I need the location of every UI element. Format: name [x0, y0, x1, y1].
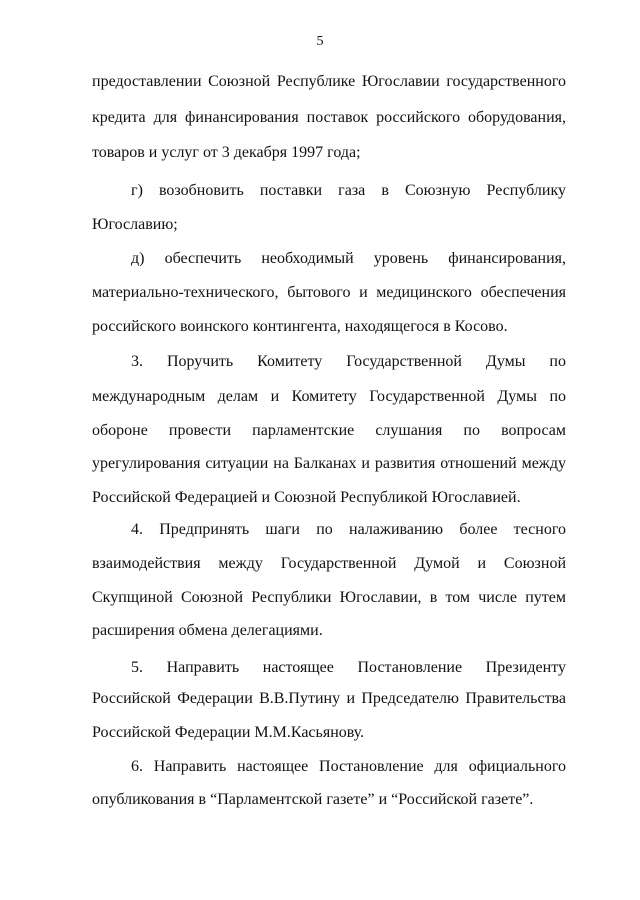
text-line: Скупщиной Союзной Республики Югославии, в том числе путем: [92, 589, 566, 606]
text-line: 6. Направить настоящее Постановление для официального: [131, 758, 566, 775]
text-line: 3. Поручить Комитету Государственной Думы по: [131, 353, 566, 370]
text-line: Российской Федерации М.М.Касьянову.: [92, 724, 365, 741]
text-line: Российской Федерацией и Союзной Республикой Югославией.: [92, 489, 521, 506]
text-line: обороне провести парламентские слушания по вопросам: [92, 422, 566, 439]
text-line: 5. Направить настоящее Постановление Президенту: [131, 659, 566, 676]
text-line: материально-технического, бытового и медицинского обеспечения: [92, 284, 566, 301]
text-line: российского воинского контингента, находящегося в Косово.: [92, 318, 508, 335]
text-line: кредита для финансирования поставок российского оборудования,: [92, 109, 566, 126]
text-line: Югославию;: [92, 216, 178, 233]
text-line: взаимодействия между Государственной Думой и Союзной: [92, 555, 566, 572]
text-line: Российской Федерации В.В.Путину и Председателю Правительства: [92, 690, 566, 707]
text-line: международным делам и Комитету Государственной Думы по: [92, 388, 566, 405]
page-number: 5: [316, 34, 324, 49]
text-line: урегулирования ситуации на Балканах и развития отношений между: [92, 455, 566, 472]
text-line: 4. Предпринять шаги по налаживанию более тесного: [131, 521, 566, 538]
text-line: г) возобновить поставки газа в Союзную Республику: [131, 182, 566, 199]
text-line: расширения обмена делегациями.: [92, 622, 323, 639]
text-line: д) обеспечить необходимый уровень финансирования,: [131, 250, 566, 267]
text-line: опубликования в “Парламентской газете” и “Российской газете”.: [92, 791, 534, 808]
text-line: предоставлении Союзной Республике Югославии государственного: [92, 73, 566, 90]
text-line: товаров и услуг от 3 декабря 1997 года;: [92, 144, 361, 161]
